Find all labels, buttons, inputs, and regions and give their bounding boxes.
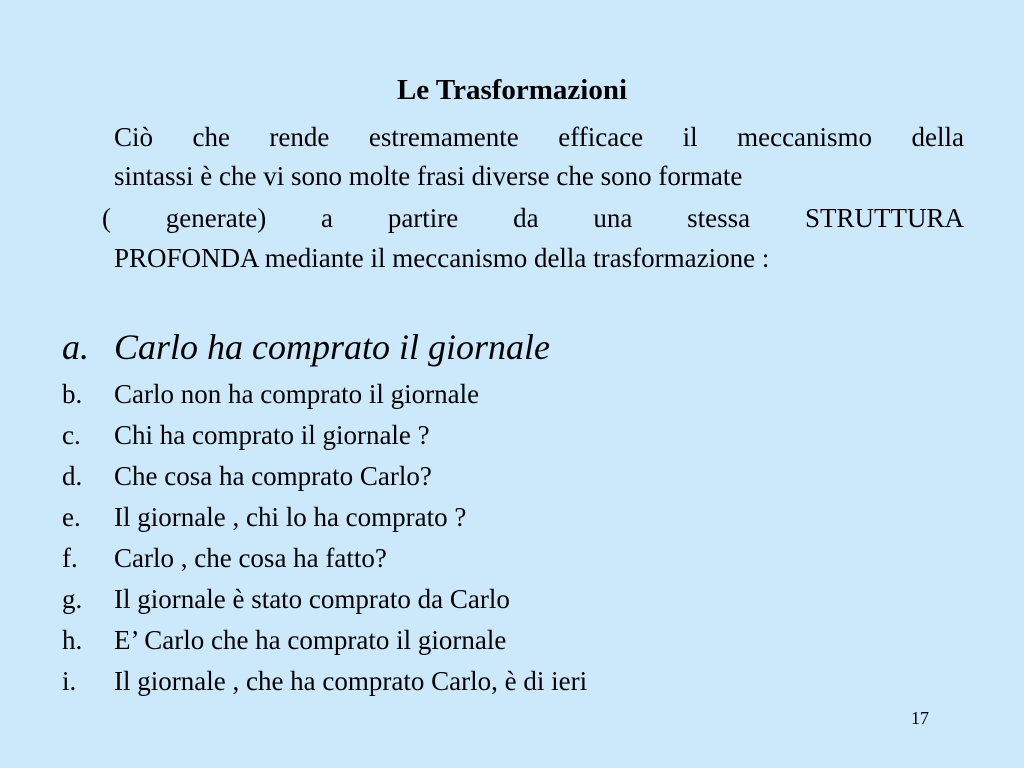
example-item-a <box>62 326 550 368</box>
list-marker: f. <box>62 543 78 573</box>
list-marker: e. <box>62 502 81 532</box>
list-marker: i. <box>62 666 77 696</box>
example-text: Il giornale , chi lo ha comprato ? <box>114 502 467 532</box>
example-item-b <box>62 377 479 411</box>
example-text: E’ Carlo che ha comprato il giornale <box>114 625 507 655</box>
example-item-c <box>62 418 430 452</box>
example-item-h <box>62 623 506 657</box>
list-marker: c. <box>62 420 81 450</box>
example-item-g <box>62 582 510 616</box>
example-text: Che cosa ha comprato Carlo? <box>114 461 432 491</box>
slide-title: Le Trasformazioni <box>396 74 628 106</box>
page-number: 17 <box>911 708 929 728</box>
example-item-f <box>62 541 387 575</box>
example-text: Il giornale è stato comprato da Carlo <box>114 584 510 614</box>
list-marker: h. <box>62 625 83 655</box>
paragraph-line-3: ( generate) a partire da una stessa STRUTTURA <box>102 203 964 233</box>
example-text: Il giornale , che ha comprato Carlo, è di ieri <box>114 666 588 696</box>
example-text: Carlo , che cosa ha fatto? <box>114 543 387 573</box>
example-text: Carlo non ha comprato il giornale <box>114 379 480 409</box>
list-marker: b. <box>62 379 83 409</box>
paragraph-line-2: sintassi è che vi sono molte frasi diverse che sono formate <box>114 161 743 191</box>
paragraph-line-1: Ciò che rende estremamente efficace il meccanismo della <box>114 122 964 152</box>
example-item-i <box>62 664 587 698</box>
example-text: Carlo ha comprato il giornale <box>114 327 551 367</box>
list-marker: d. <box>62 461 83 491</box>
example-text: Chi ha comprato il giornale ? <box>114 420 430 450</box>
paragraph-line-4: PROFONDA mediante il meccanismo della trasformazione : <box>114 243 770 273</box>
example-item-e <box>62 500 466 534</box>
list-marker: g. <box>62 584 83 614</box>
list-marker: a. <box>62 327 89 367</box>
example-item-d <box>62 459 432 493</box>
